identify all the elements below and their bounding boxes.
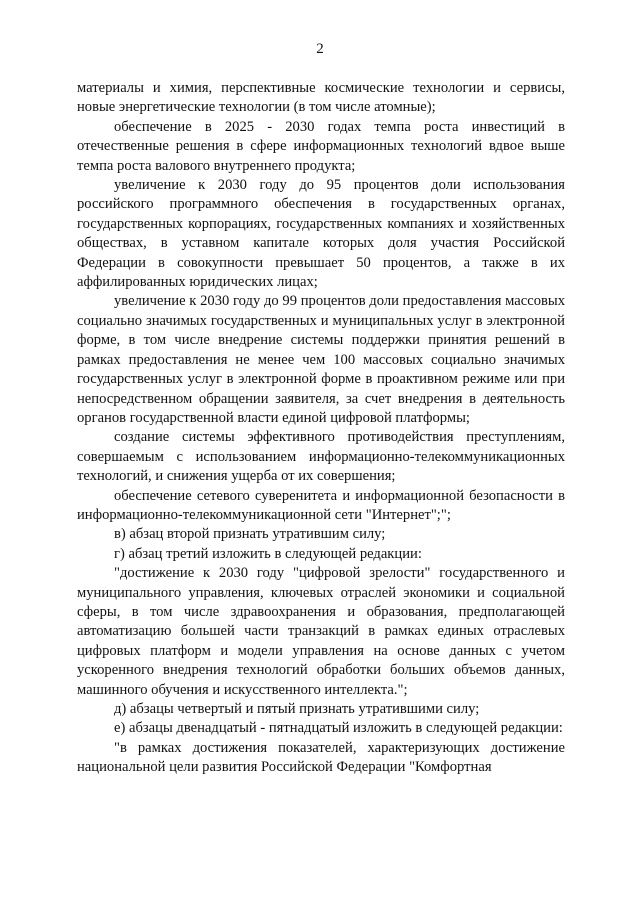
paragraph: в) абзац второй признать утратившим силу; <box>114 526 386 543</box>
page-number: 2 <box>316 41 324 57</box>
paragraph: д) абзацы четвертый и пятый признать утратившими силу; <box>114 701 480 717</box>
paragraph: е) абзацы двенадцатый - пятнадцатый изложить в следующей редакции: <box>114 720 563 737</box>
paragraph: увеличение к 2030 году до 99 процентов доли предоставления массовых социально значимых государственных и муниципальных услуг в электронной форме, в том числе внедрение системы поддержки принятия решений в рамках предоставления не менее чем 100 массовых социально значимых государственных услуг в электронной форме в проактивном режиме или при непосредственном обращении заявителя, за счет внедрения в деятельность органов государственной власти единой цифровой платформы; <box>77 293 565 426</box>
paragraph: "в рамках достижения показателей, характеризующих достижение национальной цели развития Российской Федерации "Комфортная <box>77 739 565 776</box>
paragraph: обеспечение сетевого суверенитета и информационной безопасности в информационно-телекоммуникационной сети "Интернет";"; <box>77 487 565 523</box>
paragraph: г) абзац третий изложить в следующей редакции: <box>114 545 422 562</box>
paragraph: материалы и химия, перспективные космические технологии и сервисы, новые энергетические технологии (в том числе атомные); <box>77 80 565 116</box>
paragraph: обеспечение в 2025 - 2030 годах темпа роста инвестиций в отечественные решения в сфере информационных технологий вдвое выше темпа роста валового внутреннего продукта; <box>77 118 565 174</box>
paragraph: создание системы эффективного противодействия преступлениям, совершаемым с использованием информационно-телекоммуникационных технологий, и снижения ущерба от их совершения; <box>77 429 565 485</box>
paragraph: "достижение к 2030 году "цифровой зрелости" государственного и муниципального управления, ключевых отраслей экономики и социальной сферы, в том числе здравоохранения и образования, предполагающей автоматизацию большей части транзакций в рамках единых отраслевых цифровых платформ и модели управления на основе данных с учетом ускоренного внедрения технологий обработки больших объемов данных, машинного обучения и искусственного интеллекта."; <box>77 565 565 698</box>
paragraph: увеличение к 2030 году до 95 процентов доли использования российского программного обеспечения в государственных органах, государственных корпорациях, государственных компаниях и хозяйственных обществах, в уставном капитале которых доля участия Российской Федерации в совокупности превышает 50 процентов, а также в их аффилированных юридических лицах; <box>77 177 565 291</box>
document-body <box>77 79 565 778</box>
